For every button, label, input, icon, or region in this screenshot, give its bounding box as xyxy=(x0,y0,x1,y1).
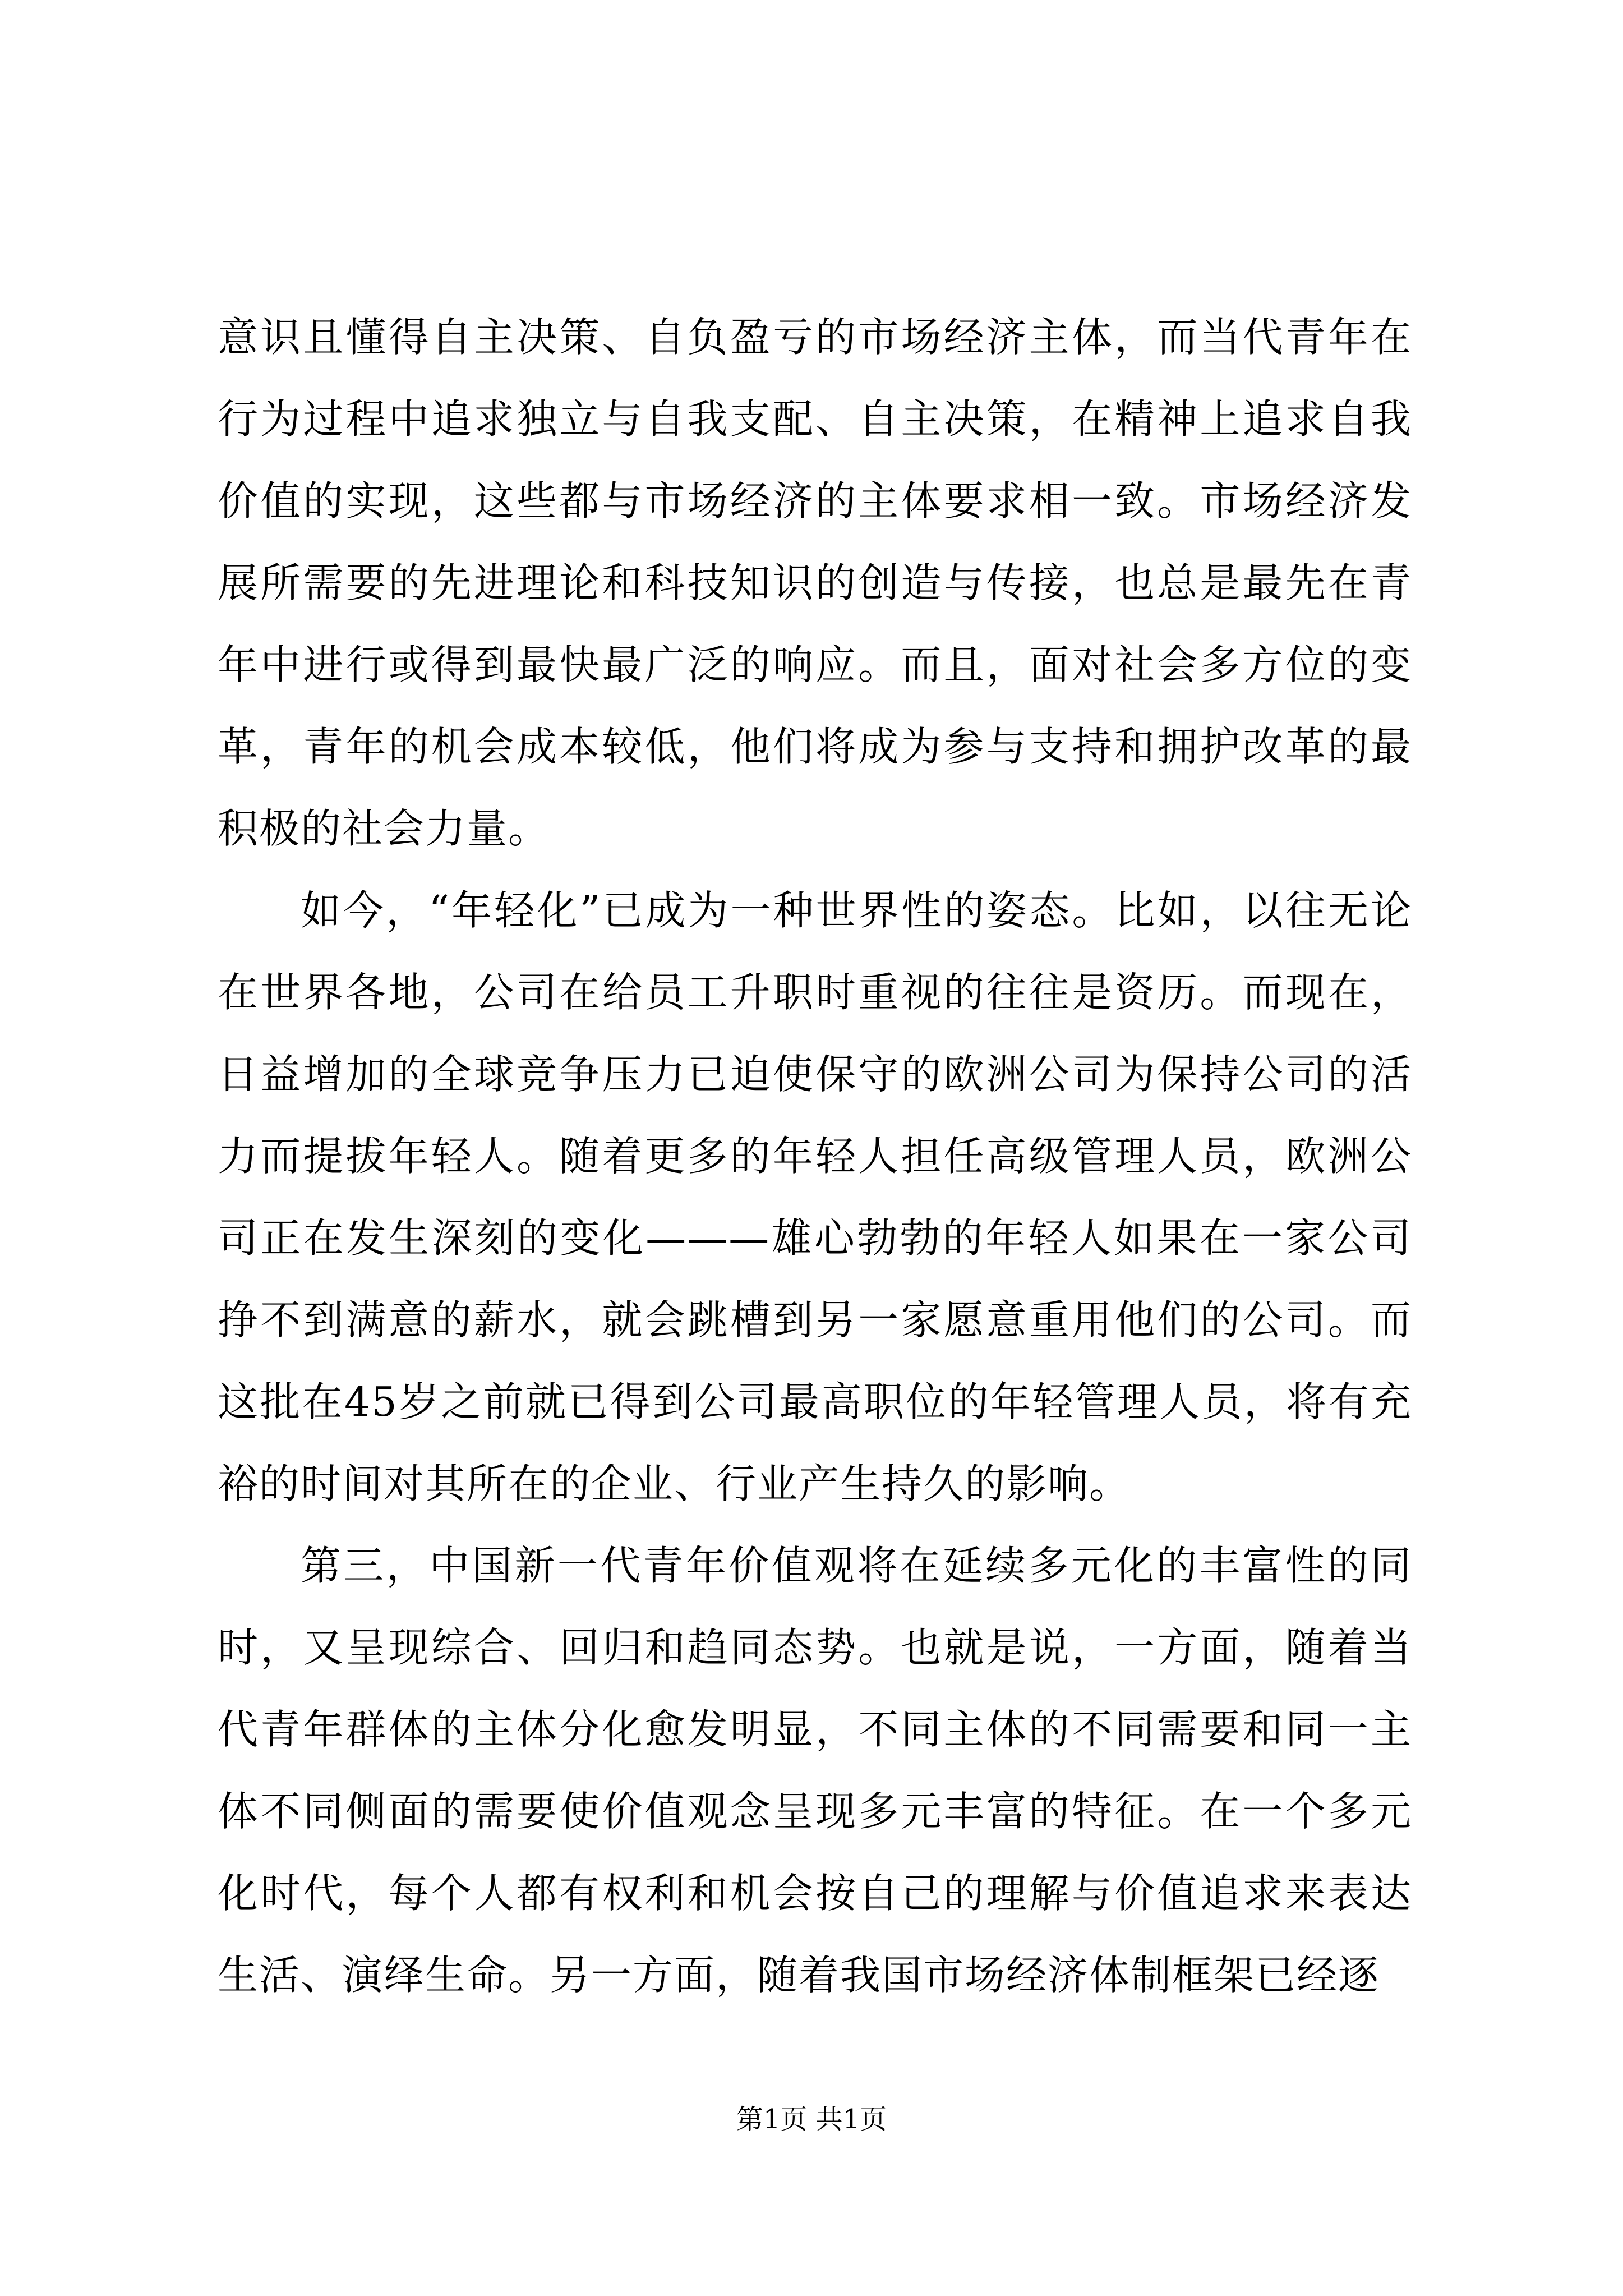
document-body xyxy=(218,296,1412,2016)
paragraph-1: 意识且懂得自主决策、自负盈亏的市场经济主体，而当代青年在行为过程中追求独立与自我支配、自主决策，在精神上追求自我价值的实现，这些都与市场经济的主体要求相一致。市场经济发展所需要的先进理论和科技知识的创造与传接，也总是最先在青年中进行或得到最快最广泛的响应。而且，面对社会多方位的变革，青年的机会成本较低，他们将成为参与支持和拥护改革的最积极的社会力量。 xyxy=(218,314,1412,852)
paragraph-2: 如今，“年轻化”已成为一种世界性的姿态。比如，以往无论在世界各地，公司在给员工升职时重视的往往是资历。而现在，日益增加的全球竞争压力已迫使保守的欧洲公司为保持公司的活力而提拔年轻人。随着更多的年轻人担任高级管理人员，欧洲公司正在发生深刻的变化———雄心勃勃的年轻人如果在一家公司挣不到满意的薪水，就会跳槽到另一家愿意重用他们的公司。而这批在45岁之前就已得到公司最高职位的年轻管理人员，将有充裕的时间对其所在的企业、行业产生持久的影响。 xyxy=(218,887,1412,1507)
paragraph-3: 第三，中国新一代青年价值观将在延续多元化的丰富性的同时，又呈现综合、回归和趋同态势。也就是说，一方面，随着当代青年群体的主体分化愈发明显，不同主体的不同需要和同一主体不同侧面的需要使价值观念呈现多元丰富的特征。在一个多元化时代，每个人都有权利和机会按自己的理解与价值追求来表达生活、演绎生命。另一方面，随着我国市场经济体制框架已经逐 xyxy=(218,1542,1412,1999)
page-footer: 第1页 共1页 xyxy=(736,2104,887,2135)
